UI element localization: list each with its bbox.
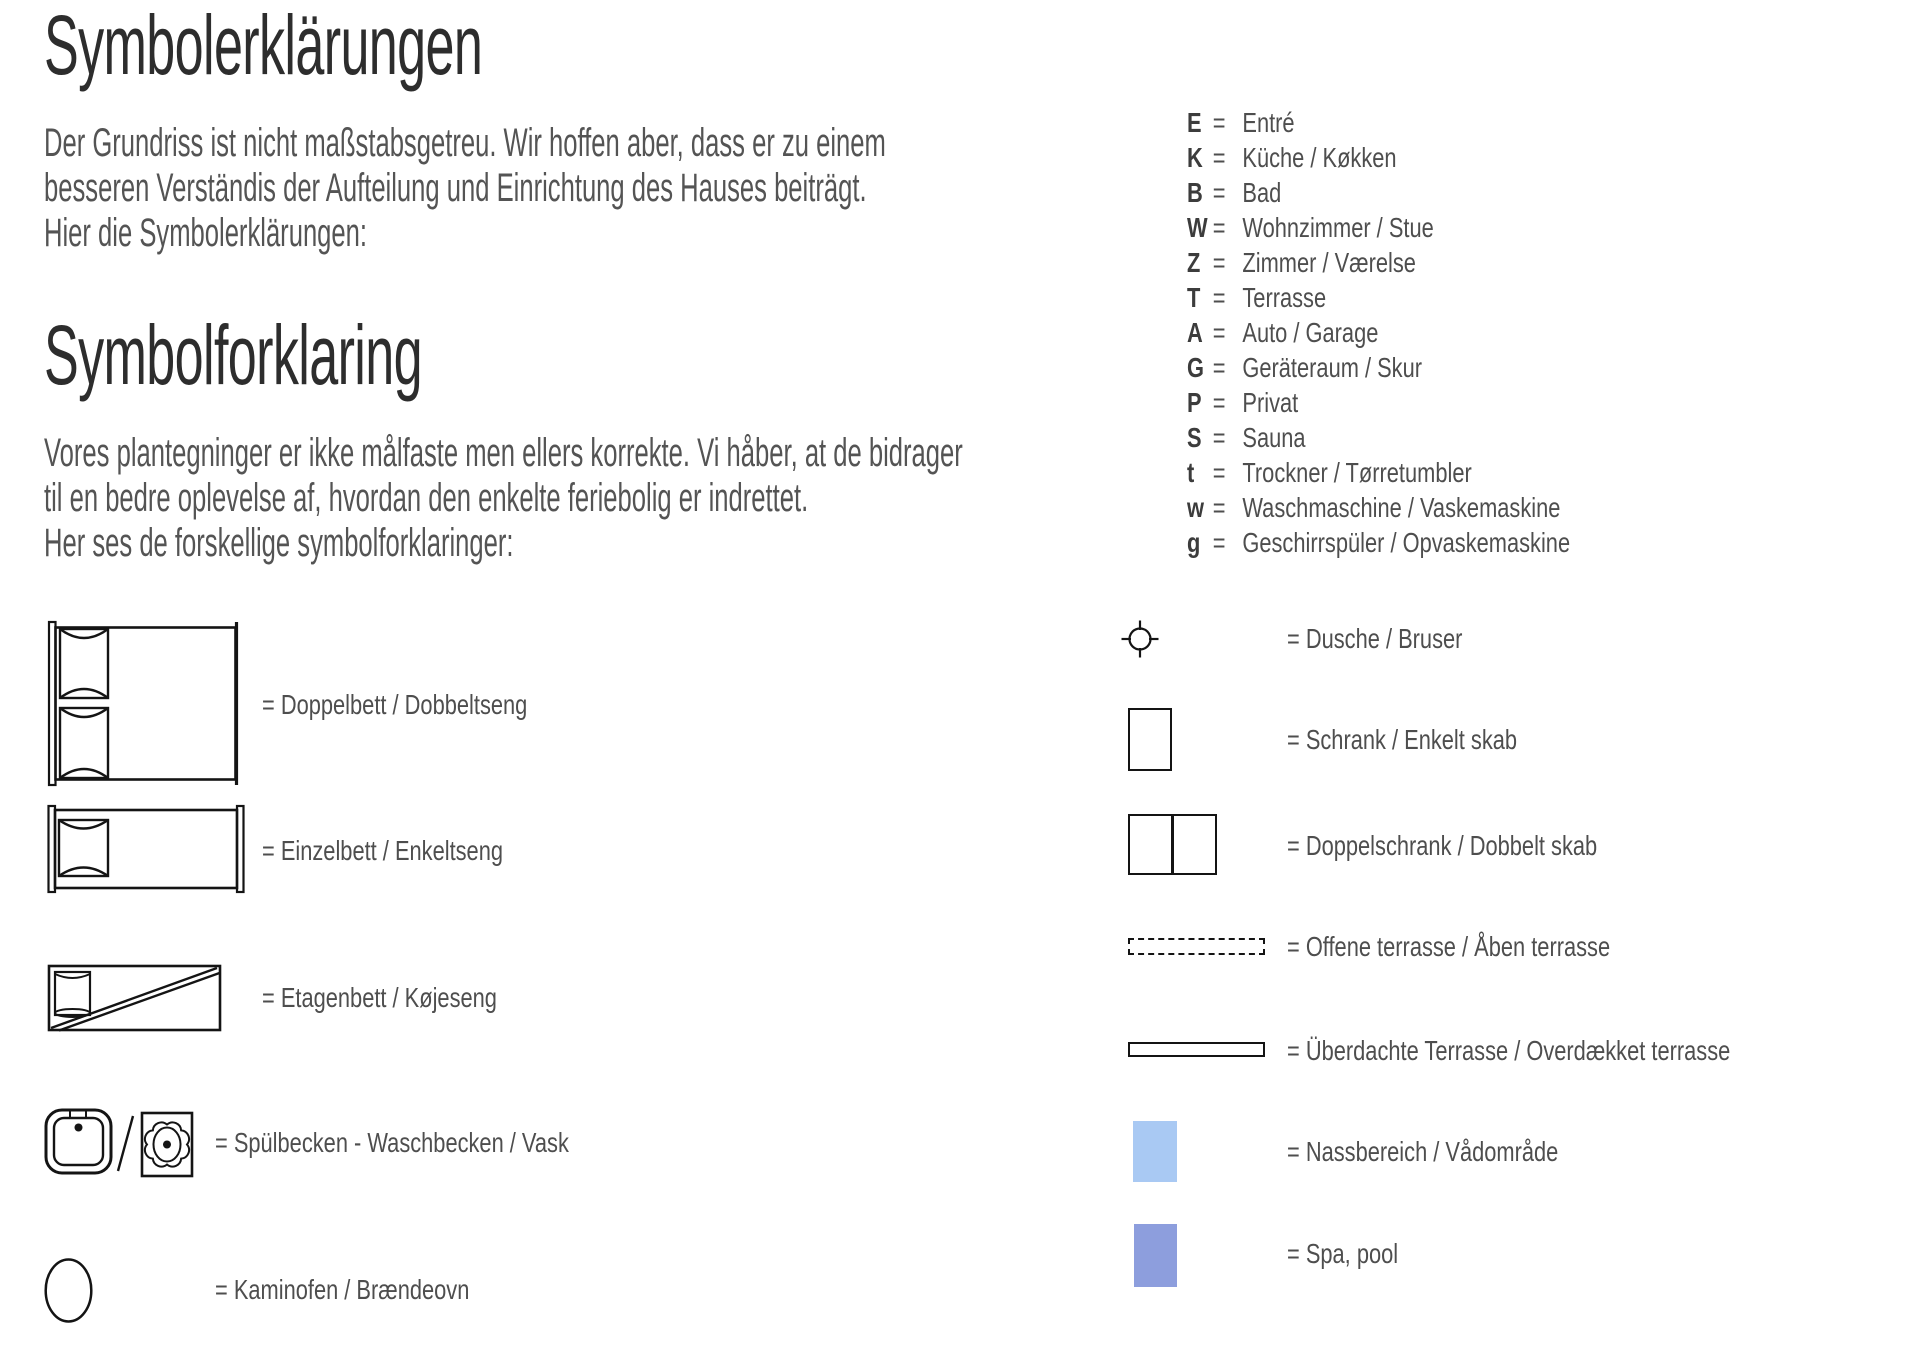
abbreviation-row — [1187, 350, 1570, 385]
page-title-danish: Symbolforklaring — [44, 308, 422, 402]
abbreviation-value: Zimmer / Værelse — [1242, 247, 1416, 278]
abbreviation-row — [1187, 420, 1570, 455]
covered-terrace-icon — [1128, 1042, 1265, 1057]
abbreviation-value: Terrasse — [1242, 282, 1327, 313]
abbreviation-list — [1187, 105, 1678, 560]
intro-german-line: Hier die Symbolerklärungen: — [44, 211, 367, 255]
legend-label: = Einzelbett / Enkeltseng — [262, 835, 504, 866]
abbreviation-value: Wohnzimmer / Stue — [1242, 212, 1434, 243]
legend-label: = Kaminofen / Brændeovn — [215, 1274, 470, 1305]
closet-divider — [1171, 816, 1174, 873]
legend-label: = Dusche / Bruser — [1287, 623, 1463, 654]
abbreviation-key: E — [1187, 107, 1202, 138]
abbreviation-row — [1187, 245, 1570, 280]
abbreviation-row — [1187, 140, 1570, 175]
legend-label: = Etagenbett / Køjeseng — [262, 982, 497, 1013]
intro-danish — [44, 431, 963, 566]
equals-sign: = — [1212, 527, 1226, 558]
wood-stove-icon — [44, 1258, 93, 1323]
single-bed-icon — [46, 804, 246, 894]
equals-sign: = — [1212, 422, 1226, 453]
abbreviation-value: Waschmaschine / Vaskemaskine — [1242, 492, 1561, 523]
abbreviation-key: T — [1187, 282, 1201, 313]
equals-sign: = — [1212, 492, 1226, 523]
abbreviation-key: w — [1187, 492, 1204, 523]
abbreviation-key: K — [1187, 142, 1203, 173]
equals-sign: = — [1212, 142, 1226, 173]
abbreviation-row — [1187, 455, 1570, 490]
equals-sign: = — [1212, 212, 1226, 243]
abbreviation-key: S — [1187, 422, 1202, 453]
abbreviation-value: Geschirrspüler / Opvaskemaskine — [1242, 527, 1571, 558]
equals-sign: = — [1212, 317, 1226, 348]
abbreviation-row — [1187, 315, 1570, 350]
abbreviation-key: B — [1187, 177, 1203, 208]
equals-sign: = — [1212, 352, 1226, 383]
equals-sign: = — [1212, 177, 1226, 208]
intro-german-line: Der Grundriss ist nicht maßstabsgetreu. Wir hoffen aber, dass er zu einem — [44, 121, 886, 165]
abbreviation-value: Trockner / Tørretumbler — [1242, 457, 1472, 488]
equals-sign: = — [1212, 457, 1226, 488]
intro-german — [44, 121, 886, 256]
abbreviation-value: Geräteraum / Skur — [1242, 352, 1423, 383]
equals-sign: = — [1212, 387, 1226, 418]
abbreviation-key: G — [1187, 352, 1204, 383]
legend-label: = Nassbereich / Vådområde — [1287, 1136, 1559, 1167]
legend-label: = Doppelbett / Dobbeltseng — [262, 689, 528, 720]
abbreviation-key: t — [1187, 457, 1195, 488]
abbreviation-row — [1187, 280, 1570, 315]
abbreviation-row — [1187, 105, 1570, 140]
intro-danish-line: Her ses de forskellige symbolforklaringer: — [44, 521, 514, 565]
abbreviation-key: P — [1187, 387, 1202, 418]
intro-german-line: besseren Verständis der Aufteilung und Einrichtung des Hauses beiträgt. — [44, 166, 867, 210]
abbreviation-value: Bad — [1242, 177, 1282, 208]
abbreviation-row — [1187, 490, 1570, 525]
abbreviation-value: Sauna — [1242, 422, 1306, 453]
abbreviation-row — [1187, 525, 1570, 560]
abbreviation-value: Auto / Garage — [1242, 317, 1379, 348]
legend-label: = Überdachte Terrasse / Overdækket terrasse — [1287, 1035, 1731, 1066]
legend-label: = Spa, pool — [1287, 1238, 1399, 1269]
abbreviation-key: g — [1187, 527, 1201, 558]
double-closet-icon — [1128, 814, 1217, 875]
single-closet-icon — [1128, 708, 1172, 771]
intro-danish-line: til en bedre oplevelse af, hvordan den enkelte feriebolig er indrettet. — [44, 476, 809, 520]
sink-washbasin-icon — [43, 1107, 195, 1179]
abbreviation-row — [1187, 175, 1570, 210]
spa-pool-swatch — [1134, 1224, 1177, 1287]
bunk-bed-icon — [47, 962, 223, 1034]
abbreviation-row — [1187, 210, 1570, 245]
legend-label: = Offene terrasse / Åben terrasse — [1287, 931, 1611, 962]
open-terrace-icon — [1128, 938, 1265, 955]
legend-label: = Spülbecken - Waschbecken / Vask — [215, 1127, 569, 1158]
double-bed-icon — [46, 620, 242, 787]
legend-label: = Doppelschrank / Dobbelt skab — [1287, 830, 1598, 861]
abbreviation-value: Privat — [1242, 387, 1299, 418]
abbreviation-value: Küche / Køkken — [1242, 142, 1397, 173]
intro-danish-line: Vores plantegninger er ikke målfaste men ellers korrekte. Vi håber, at de bidrager — [44, 431, 963, 475]
abbreviation-key: A — [1187, 317, 1203, 348]
page-title-german: Symbolerklärungen — [44, 0, 483, 92]
shower-icon — [1118, 617, 1162, 661]
abbreviation-key: Z — [1187, 247, 1201, 278]
equals-sign: = — [1212, 247, 1226, 278]
equals-sign: = — [1212, 107, 1226, 138]
abbreviation-row — [1187, 385, 1570, 420]
equals-sign: = — [1212, 282, 1226, 313]
abbreviation-value: Entré — [1242, 107, 1295, 138]
abbreviation-key: W — [1187, 212, 1208, 243]
wet-area-swatch — [1133, 1121, 1177, 1182]
legend-label: = Schrank / Enkelt skab — [1287, 724, 1518, 755]
